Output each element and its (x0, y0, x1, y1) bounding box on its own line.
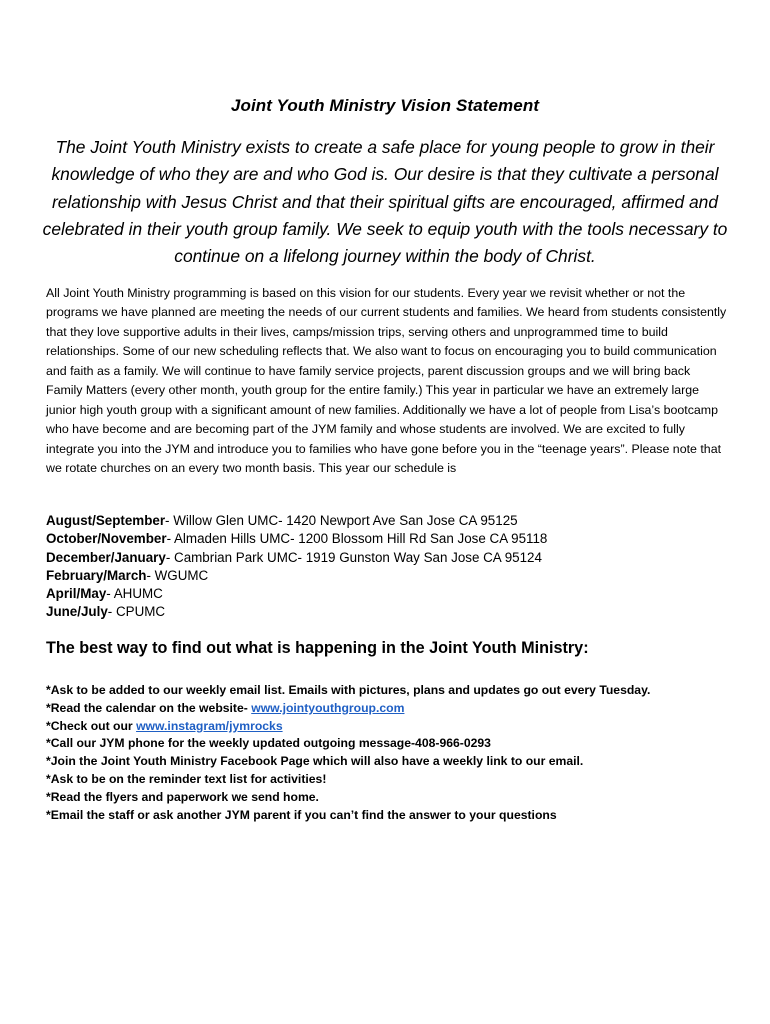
schedule-item (46, 549, 726, 567)
schedule-details: - AHUMC (106, 586, 163, 602)
info-heading: The best way to find out what is happening in the Joint Youth Ministry: (46, 639, 589, 657)
schedule-details: - Willow Glen UMC- 1420 Newport Ave San Jose CA 95125 (165, 513, 518, 528)
programming-paragraph: All Joint Youth Ministry programming is based on this vision for our students. Every year we revisit whether or not the programs we have planned are meeting the needs of our current students and families. We heard from students consistently that they love supportive adults in their lives, camps/mission trips, serving others and unprogrammed time to build relationships. Some of our new scheduling reflects that. We also want to focus on encouraging you to build communication and faith as a family. We will continue to have family service projects, parent discussion groups and we will bring back Family Matters (every other month, youth group for the entire family.) This year in particular we have an extremely large junior high youth group with a significant amount of new families. Additionally we have a lot of people from Lisa’s bootcamp who have become and are becoming part of the JYM family and whose students are involved. We are excited to fully integrate you into the JYM and introduce you to families who have gone before you in the “teenage years”. Please note that we rotate churches on an every two month basis. This year our schedule is (46, 286, 727, 476)
tip-text-list: *Ask to be on the reminder text list for activities! (46, 771, 327, 786)
schedule-months: February/March (46, 567, 147, 583)
schedule-item (46, 585, 726, 603)
schedule-item (46, 567, 726, 585)
tip-email-staff: *Email the staff or ask another JYM parent if you can’t find the answer to your questions (46, 807, 557, 822)
tip-instagram (46, 718, 736, 736)
instagram-link[interactable]: www.instagram/jymrocks (136, 718, 283, 733)
document-title: Joint Youth Ministry Vision Statement (230, 96, 540, 115)
schedule-item (46, 530, 726, 548)
schedule-months: April/May (46, 586, 107, 602)
tip-flyers: *Read the flyers and paperwork we send home. (46, 789, 319, 804)
tip-instagram-text: *Check out our (46, 718, 137, 733)
info-tips-list (46, 682, 736, 824)
schedule-months: December/January (46, 549, 166, 565)
tip-calendar-text: *Read the calendar on the website- (46, 700, 252, 715)
schedule-months: October/November (46, 531, 167, 547)
tip-calendar (46, 700, 736, 718)
website-link[interactable]: www.jointyouthgroup.com (251, 700, 405, 715)
schedule-details: - WGUMC (146, 567, 209, 583)
tip-email-list: *Ask to be added to our weekly email list. Emails with pictures, plans and updates go out every Tuesday. (46, 683, 651, 697)
vision-statement: The Joint Youth Ministry exists to create a safe place for young people to grow in their knowledge of who they are and who God is. Our desire is that they cultivate a personal relationship with Jesus Christ and that their spiritual gifts are encouraged, affirmed and celebrated in their youth group family. We seek to equip youth with the tools necessary to continue on a lifelong journey within the body of Christ. (42, 137, 728, 267)
schedule-details: - CPUMC (107, 604, 166, 620)
tip-facebook: *Join the Joint Youth Ministry Facebook Page which will also have a weekly link to our email. (46, 754, 584, 769)
schedule-details: - Cambrian Park UMC- 1919 Gunston Way San Jose CA 95124 (165, 549, 542, 565)
schedule-item (46, 512, 726, 530)
schedule-months: June/July (46, 604, 108, 620)
schedule-item (46, 603, 726, 621)
tip-phone: *Call our JYM phone for the weekly updated outgoing message-408-966-0293 (46, 736, 491, 751)
church-rotation-schedule (46, 512, 726, 622)
schedule-months: August/September (46, 513, 166, 528)
schedule-details: - Almaden Hills UMC- 1200 Blossom Hill Rd San Jose CA 95118 (166, 531, 548, 547)
